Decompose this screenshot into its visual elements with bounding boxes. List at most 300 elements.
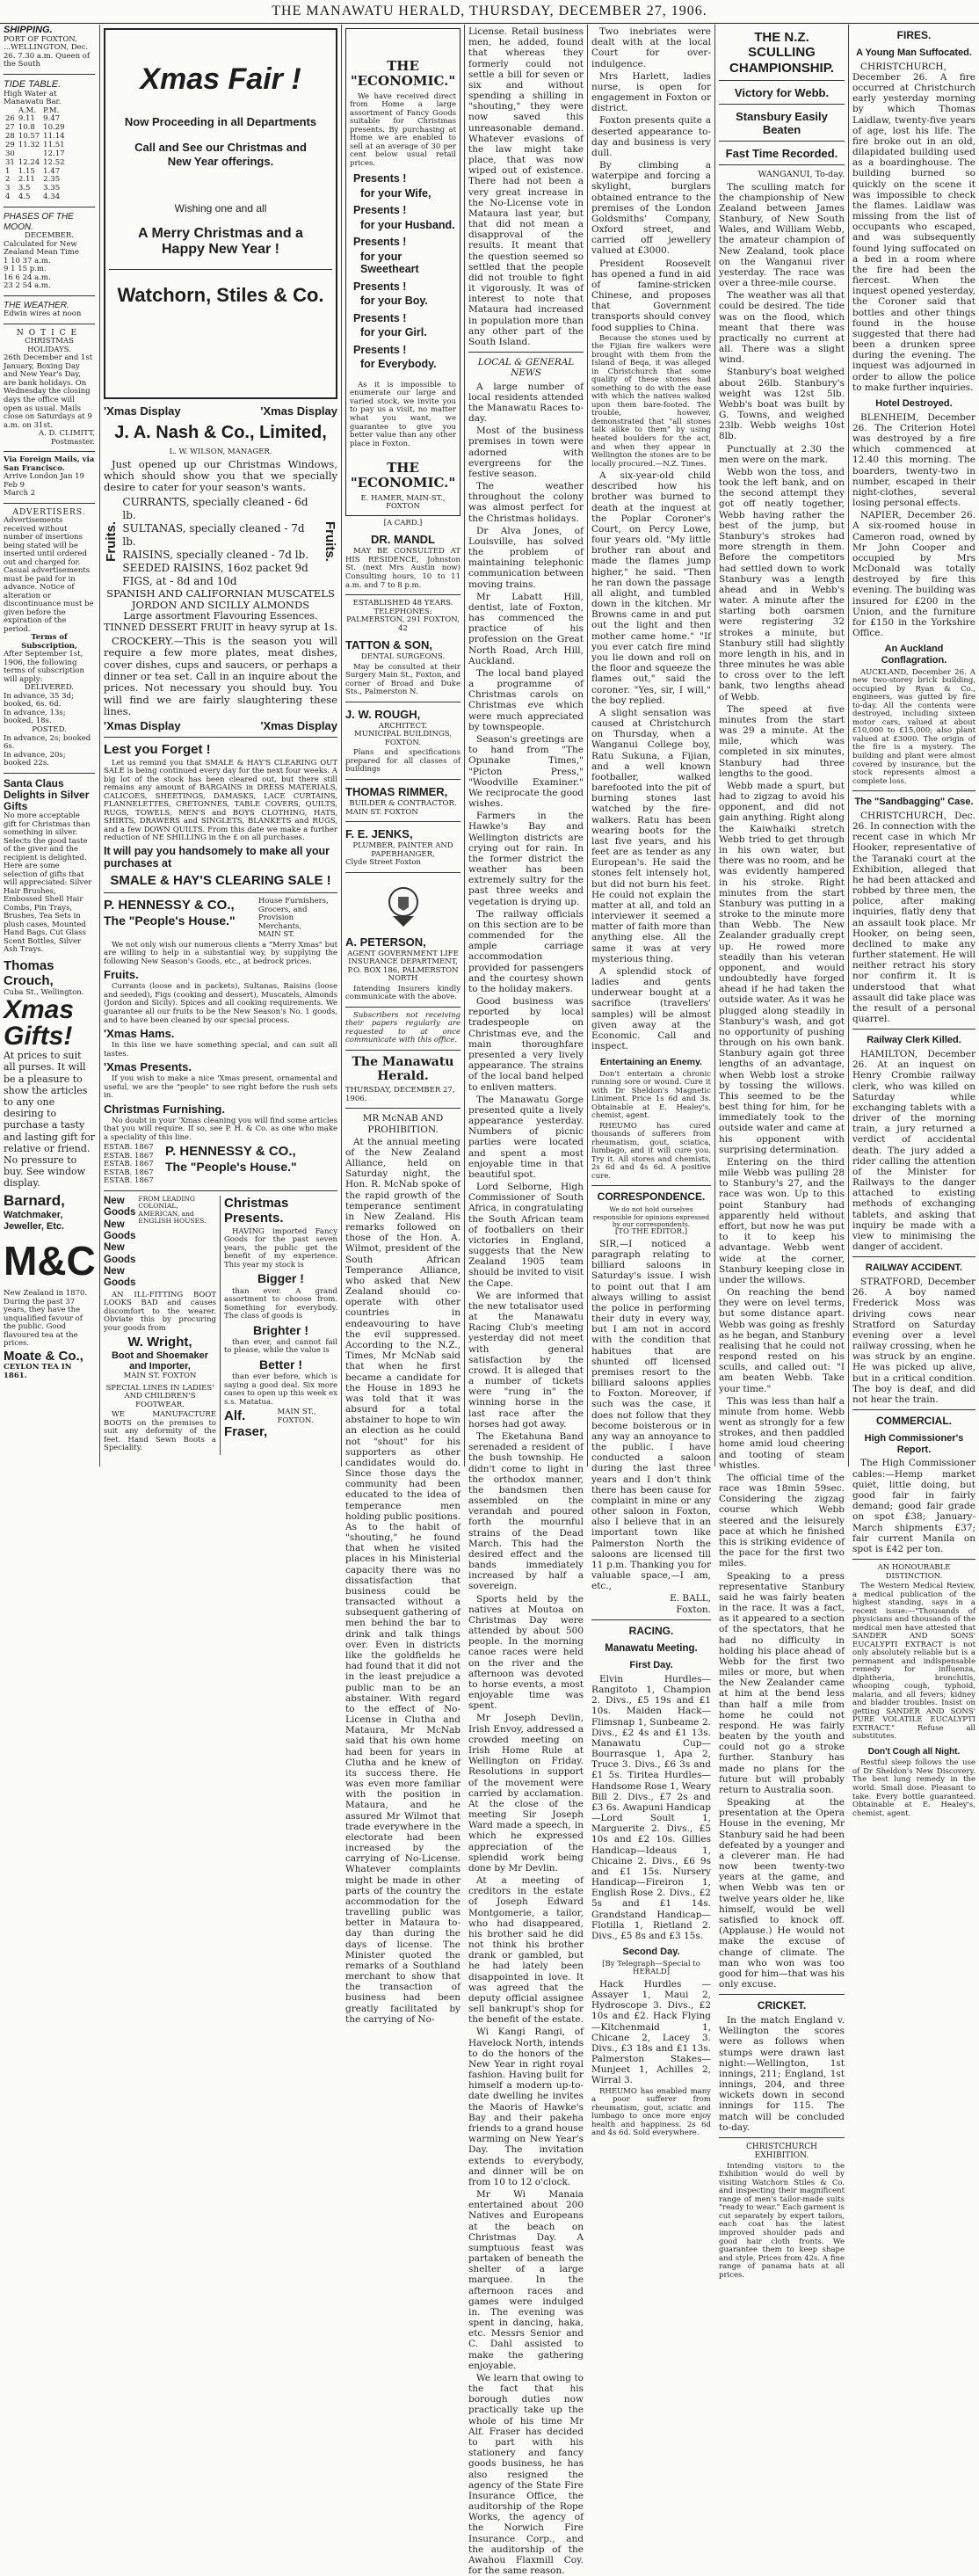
tatton-text: May be consulted at their Surgery Main St., Foxton, and corner of Broad and Duke Sts., Palmerston N.: [345, 664, 460, 697]
sailing-note: ...WELLINGTON, Dec. 26. 7.30 a.m. Queen of the South: [4, 44, 95, 69]
tide-cell: 3: [4, 185, 17, 193]
mcnab-heading: MR McNAB AND PROHIBITION.: [345, 1113, 460, 1134]
estab-line: ESTAB. 1867: [104, 1169, 165, 1178]
divider: [852, 1409, 975, 1410]
flavouring: Large assortment Flavouring Essences.: [104, 611, 337, 622]
fiji-text: Because the stones used by the Fijian fire walkers were brought with them from the Island of Beqa, it was alleged in Christchurch that some quality of these stones had something to do with the ease with which the natives walked upon them bare-footed. The trouble, however, demonstrated that "all stones talk alike to them" by using heated boulders for the act, and when they appear in Wellington the stones are to be locally procured.—N.Z. Times.: [591, 335, 711, 469]
sculling-subheading-3: Fast Time Recorded.: [719, 147, 845, 160]
fruits-side-label: Fruits.: [323, 521, 337, 562]
peterson-text: Intending Insurers kindly communicate with the above.: [345, 986, 460, 1002]
estab-line: ESTAB. 1867: [104, 1177, 165, 1186]
fruit-line: FIGS, at - 8d and 10d: [122, 575, 318, 588]
divider: [104, 737, 337, 738]
sculling-story: [719, 182, 845, 1990]
divider: [719, 104, 845, 105]
hennessy-name-2: P. HENNESSY & CO.,: [165, 1144, 337, 1159]
fruits-heading: Fruits.: [104, 968, 337, 981]
brighter-heading: Brighter !: [224, 1323, 337, 1337]
sculling-paragraph: On reaching the bend they were on level terms, but some distance apart. Webb was going as freshly as he began, and Stanbury realising that he could not respond rested on his sculls, and called out: "I am beaten Webb. Take your time.": [719, 1287, 845, 1394]
tide-row: [4, 193, 67, 202]
mail-row: Feb 9: [4, 482, 95, 491]
local-news-item: Most of the business premises in town were adorned with evergreens for the festive season.: [468, 426, 584, 479]
peterson-subtitle: AGENT GOVERNMENT LIFE INSURANCE DEPARTMENT,: [345, 950, 460, 967]
presents-line: Presents !: [353, 344, 456, 357]
new-goods: [104, 1196, 216, 1290]
fruit-price-list: [104, 496, 337, 588]
presents-text: If you wish to make a nice 'Xmas present, ornamental and useful, we are the "people" to see right before the rush sets in.: [104, 1075, 337, 1101]
tide-cell: 10.57: [17, 133, 41, 142]
moon-note: Calculated for New Zealand Mean Time: [4, 241, 95, 258]
rate-line: In advance, 13s; booked, 18s.: [4, 709, 95, 726]
tide-table: [4, 107, 67, 202]
moon-row: 9 1 15 p.m.: [4, 266, 95, 274]
mandl-name: DR. MANDL: [345, 533, 460, 546]
telegraph-note: [By Telegraph—Special to HERALD]: [591, 1961, 711, 1977]
divider: [852, 1559, 975, 1560]
honour-text: The Western Medical Review, a medical publication of the highest standing, says in a recent issue:—"Thousands of physicians and thousands of the medical men have attested that SANDER AND SONS' EUCALYPTI EXTRACT is not only absolutely reliable but is a permanent and indispensable remedy for influenza, diphtheria, bronchitis, whooping cough, typhoid, malaria, and all fevers; kidney and bladder troubles. Insist on getting SANDER AND SONS' PURE VOLATILE EUCALYPTI EXTRACT." Refuse all substitutes.: [852, 1583, 975, 1742]
notice-heading: NOTICE: [4, 329, 95, 338]
fires-heading: FIRES.: [852, 30, 975, 42]
news-para: By climbing a waterpipe and forcing a skylight, burglars obtained entrance to the premises of the London Goldsmiths' Company, Oxford street, and carried off jewellery valued at £3000.: [591, 160, 711, 257]
local-news-item: Mr Joseph Devlin, Irish Envoy, addressed a crowded meeting on Irish Home Rule at Wellington on Friday. Resolutions in support of the movement were carried by acclamation. At the close of the meeting Sir Joseph Ward made a speech, in which he expressed appreciation of the splendid work being done by Mr Devlin.: [468, 1713, 584, 1874]
display-label-left: 'Xmas Display: [104, 404, 181, 418]
new-goods-line: New Goods: [104, 1242, 135, 1266]
santa-text: No more acceptable gift for Christmas than something in silver. Selects the good taste of the giver and the recipient is delighted. Here are some selection of gifts that will appreciated: Silver Hair Brushes, Embossed Shell Hair Combs, Pin Trays, Brushes, Tea Sets in plush cases, Mounted Hand Bags, Cut Glass Scent Bottles, Silver Ash Trays.: [4, 812, 95, 955]
results-second-day: Hack Hurdles — Assayer 1, Maui 2, Hydroscope 3. Divs., £2 10s and £2. Hack Flying—Kitchenmaid 1, Chicane 2, Lacey 3. Divs., £3 18s and £1 13s. Palmerston Stakes—Munjeet 1, Achilles 2, Wirral 3.: [591, 1979, 711, 2086]
tide-cell: 9.47: [41, 115, 66, 124]
fruit-line: RAISINS, specially cleaned - 7d lb.: [122, 549, 318, 562]
established: ESTABLISHED 48 YEARS.: [345, 600, 460, 608]
rate-line: POSTED.: [4, 726, 95, 735]
divider: [852, 1256, 975, 1257]
letter-text: SIR,—I noticed a paragraph relating to billiard saloons in Saturday's issue. I wish to point out that I am always willing to assist the police in performing their duty in every way, but I am not in accord with the condition that habitues that are shunted off licensed premises resort to the billiard saloons applies to Foxton. Moreover, if such was the case, it does not follow that they become boisterous or in any way an annoyance to the public. I have conducted a saloon during the last three years and I don't think there has been cause for complaint in mine or any other saloon in Foxton, also I believe that in an important town like Palmerston North the saloons are licensed till 11 p.m. Thanking you for valuable space,—I am, etc.,: [591, 1239, 711, 1592]
tide-cell: 12.24: [17, 159, 41, 168]
local-news-item: Season's greetings are to hand from "The Opunake Times," "Picton Press," "Woodville Examiner." We reciprocate the good wishes.: [468, 734, 584, 809]
to-the-editor: [TO THE EDITOR.]: [591, 1228, 711, 1237]
sculling-paragraph: The sculling match for the championship of New Zealand between James Stanbury, of New South Wales, and William Webb, the amateur champion of New Zealand, took place on the Wanganui river yesterday. The race was over a three-mile course.: [719, 182, 845, 289]
tide-cell: 26: [4, 115, 17, 124]
estab-line: ESTAB. 1867: [104, 1153, 165, 1161]
moon-month: DECEMBER.: [4, 232, 95, 241]
local-news-item: The railway officials on this section are to be commended for the ample carriage accommodation provided for passengers and the courtesy shown to the holiday makers.: [468, 909, 584, 994]
railway-accident-heading: RAILWAY ACCIDENT.: [852, 1263, 975, 1274]
local-news-item: Lord Selborne, High Commissioner of South Africa, in congratulating the South African team of footballers on their victories in England, suggests that the New Zealand 1905 team should be invited to visit the Cape.: [468, 1182, 584, 1289]
mcnab-continued: License. Retail business men, he added, found that whereas they formerly could not settle a bill for seven or six and without spending a shilling in "shouting," they were now saved this unreasonable demand. Whatever evasions of the law might take place, that was now wiped out of existence. There had not been a very great increase in the No-License vote in Mataura last year, but that did not mean a disapproval of the results. It meant that the question seemed so settled that the people did not trouble to fight it vigorously. It was of interest to note that Mataura had increased in population more than any other part of the South Island.: [468, 26, 584, 347]
rimmer-subtitle: BUILDER & CONTRACTOR.: [345, 800, 460, 809]
divider: [4, 773, 95, 774]
crouch-address: Cuba St., Wellington.: [4, 989, 95, 998]
peterson-name: A. PETERSON,: [345, 935, 460, 949]
tide-cell: 1.15: [17, 168, 41, 177]
hennessy-intro: We not only wish our numerous clients a "Merry Xmas" but are willing to help in a substantial way, by supplying the following New Season's Goods, etc., at bedrock prices.: [104, 942, 337, 967]
divider: [719, 164, 845, 165]
fraser-name: Alf. Fraser,: [224, 1408, 278, 1439]
tide-col-header: P.M.: [41, 107, 66, 116]
economic-address: E. HAMER, MAIN-ST., FOXTON: [350, 495, 456, 512]
rimmer-name: THOMAS RIMMER,: [345, 785, 460, 798]
divider: [591, 1185, 711, 1186]
sculling-paragraph: This was less than half a minute from home. Webb went as strongly for a few strokes, and then paddled home amid loud cheering and tooting of steam whistles.: [719, 1396, 845, 1471]
new-goods-from: FROM LEADING COLONIAL, AMERICAN, and ENGLISH HOUSES.: [135, 1196, 216, 1290]
rate-line: In advance, 35 3d; booked, 6s. 6d.: [4, 693, 95, 709]
divider: [345, 821, 460, 822]
divider: [4, 295, 95, 296]
hennessy-house: The "People's House.": [104, 913, 236, 928]
peterson-address: P.O. BOX 186, PALMERSTON NORTH: [345, 967, 460, 984]
sculling-dateline: WANGANUI, To-day.: [719, 170, 845, 179]
wright-ad: [104, 1196, 221, 1455]
presents-line: Presents !: [353, 236, 456, 249]
tinned-fruit: TINNED DESSERT FRUIT in heavy syrup at 1s.: [104, 622, 337, 634]
local-news-item: We are informed that the new totalisator used at the Manawatu Racing Club's meeting yesterday did not meet with general satisfaction by the crowd. It is alleged that a number of tickets were "rung in" the winning horse in the last race after the horses had got away.: [468, 1291, 584, 1430]
tide-cell: 1.47: [41, 168, 66, 177]
herald-date: THURSDAY, DECEMBER 27, 1906.: [345, 1087, 460, 1103]
local-news-item: Wi Kangi Rangi, of Havelock North, intends to do the honors of the New Year in right royal fashion. Having built for himself a modern up-to-date dwelling he invites the Maoris of Hawke's Bay and their pakeha friends to a grand house warming on New Year's Day. The invitation extends to everybody, and dinner will be on from 10 to 12 o'clock.: [468, 2027, 584, 2187]
racing-heading: RACING.: [591, 1626, 711, 1638]
advertisers-heading: ADVERTISERS.: [4, 508, 95, 517]
xmas-display-footer: [104, 719, 337, 732]
subscribers-notice: Subscribers not receiving their papers regularly are requested to at once communicate with this office.: [345, 1012, 460, 1045]
tide-cell: 27: [4, 124, 17, 133]
manawatu-meeting-heading: Manawatu Meeting.: [591, 1643, 711, 1655]
tide-cell: 11.32: [17, 142, 41, 150]
fruit-line: SULTANAS, specially cleaned - 7d lb.: [122, 522, 318, 549]
new-goods-line: New Goods: [104, 1266, 135, 1290]
cricket-text: In the match England v. Wellington the scores were as follows when stumps were drawn last night:—Wellington, 1st innings, 211; England, 1st innings, 204, and three wickets down in second innings for 115. The match will be concluded to-day.: [719, 2015, 845, 2133]
news-para: A six-year-old child described how his brother was burned to death at the inquest at the Poplar Coroner's Court, on Percy Lowe, four years old. "My little brother ran about and made the flames jump higher," he said. "Then he ran down the passage all alight, and tumbled down in the kitchen. Mr Browns came in and put out the light and then mother came home." "If you ever catch fire mind you lie down and roll on the floor and squeeze the flames out," said the coroner. "Yes, sir, I will," the boy replied.: [591, 470, 711, 706]
fair-title: Xmas Fair !: [109, 63, 332, 96]
sculling-paragraph: The official time of the race was 18min 59sec. Considering the zigzag course which Webb steered and the leisurely pace at which he finished this is striking evidence of the pace for the first two miles.: [719, 1473, 845, 1569]
divider: [719, 2137, 845, 2138]
estab-line: ESTAB. 1867: [104, 1144, 165, 1153]
high-commissioner-heading: High Commissioner's Report.: [852, 1433, 975, 1456]
fruit-line: CURRANTS, specially cleaned - 6d lb.: [122, 496, 318, 522]
mail-row: March 2: [4, 490, 95, 498]
tide-cell: 10.29: [41, 124, 66, 133]
railway-accident-text: STRATFORD, December 26. A boy named Frederick Moss was driving cows near Stratford on Saturday evening over a level railway crossing, when he was struck by an engine. He was picked up alive, but in a critical condition. The boy is deaf, and did not hear the train.: [852, 1277, 975, 1405]
moon-row: 1 10 37 a.m.: [4, 258, 95, 266]
correspondence-note: We do not hold ourselves responsible for opinions expressed by our correspondents.: [591, 1206, 711, 1228]
sandbag-heading: The "Sandbagging" Case.: [852, 797, 975, 808]
column-4: [464, 25, 587, 1466]
notice-text: 26th December and 1st January, Boxing Day and New Year's Day, are bank holidays. On Wednesday the closing days the office will open as usual. Mails close on Saturdays at 9 a.m. on 31st.: [4, 354, 95, 430]
new-goods-line: New Goods: [104, 1219, 135, 1243]
clerk-text: HAMILTON, December 26. At an inquest on Henry Crombie railway clerk, who was killed on Saturday while exchanging tablets with a driver of the morning train, a jury returned a verdict of accidental death. The jury added a rider calling the attention of the Minister for Railways to the danger attached to existing methods of exchanging tablets, and asking that inquiry be made with a view to minimising the danger of accident.: [852, 1049, 975, 1252]
local-news-item: A large number of local residents attended the Manawatu Races to-day.: [468, 382, 584, 425]
rough-address: MUNICIPAL BUILDINGS, FOXTON.: [345, 731, 460, 747]
wright-address: MAIN ST. FOXTON: [104, 1372, 216, 1381]
divider: [345, 779, 460, 780]
notice-signature: A. D. CLIMITT, Postmaster.: [4, 430, 95, 447]
subscription-heading: Terms of Subscription,: [4, 634, 95, 651]
ill-fitting-text: AN ILL-FITTING BOOT LOOKS BAD and causes discomfort to the wearer. Obviate this by procuring your goods from: [104, 1292, 216, 1334]
port-heading: PORT OF FOXTON.: [4, 36, 95, 45]
fraser-address: MAIN ST., FOXTON.: [278, 1408, 337, 1439]
wright-name: W. Wright,: [104, 1335, 216, 1350]
local-news-item: The Eketahuna Band serenaded a resident of the bush township. He didn't come to light in the orthodox manner, the bandsmen then assembled on the verandah and poured forth the mournful strains of the Dead March. This had the desired effect and the bands immediately increased by half a sovereign.: [468, 1431, 584, 1592]
honour-heading: AN HONOURABLE DISTINCTION.: [852, 1564, 975, 1581]
tide-cell: 30: [4, 150, 17, 159]
sculling-paragraph: Webb won the toss, and took the left bank, and on the second attempt they got off neatly together, Webb having rather the best of the jump, but Stanbury's strokes had more strength in them. Before the competitors had settled down to work Stanbury was a length ahead and in Webb's water. A minute after the starting both oarsmen were registering 32 strokes a minute, but Stanbury still had slightly more length in his, and in three minutes he was able to cross over to the left bank, two lengths ahead of Webb.: [719, 467, 845, 702]
sculling-paragraph: Speaking to a press representative Stanbury said he was fairly beaten in the race. It was a fact, as it appeared to a section of the spectators, that he had no difficulty in holding his place ahead of Webb for the first two miles or more, but when the New Zealander came at him at the bend less than half a mile from home he could not respond. He was fairly beaten by the youth and could not go a stroke further. Stanbury has made no plans for the future but will probably return to Australia soon.: [719, 1571, 845, 1796]
local-news-heading: LOCAL & GENERAL NEWS: [468, 357, 584, 378]
second-day-heading: Second Day.: [591, 1947, 711, 1958]
tide-heading: TIDE TABLE.: [4, 79, 95, 91]
fruit-line: SEEDED RAISINS, 16oz packet 9d: [122, 562, 318, 575]
local-news-item: Farmers in the Hawke's Bay and Wellington districts are crying out for rain. In the former district the weather has been extremely sultry for the past three weeks and vegetation is drying up.: [468, 811, 584, 907]
crockery-text: CROCKERY.—This is the season you will require a few more plates, meat dishes, cover dishes, cups and saucers, or perhaps a dinner or tea set. Call in an inquire about the prices. Not necessary you should buy. You will find we are fairly slaughtering these lines.: [104, 636, 337, 717]
hams-text: In this line we have something special, and can suit all tastes.: [104, 1042, 337, 1059]
fair-firm: Watchorn, Stiles & Co.: [109, 284, 332, 307]
tide-cell: 11.51: [41, 142, 66, 150]
local-news-item: Dr Alva Jones, of Louisville, has solved the problem of maintaining telephonic communication between moving trains.: [468, 526, 584, 590]
moon-heading: PHASES OF THE MOON.: [4, 212, 95, 232]
sculling-paragraph: The speed at five minutes from the start was 29 a minute. At the mile, which was completed in six minutes, Stanbury had three lengths to the good.: [719, 704, 845, 779]
enemy-heading: Entertaining an Enemy.: [591, 1057, 711, 1067]
tide-cell: 9.11: [17, 115, 41, 124]
tide-cell: 10.8: [17, 124, 41, 133]
napier-text: NAPIER, December 26. A six-roomed house in Cameron road, owned by Mr John Cooper and occupied by Mrs McDonald was totally destroyed by fire this evening. The building was insured for £200 in the Union, and the furniture for £150 in the Yorkshire Office.: [852, 510, 975, 638]
gifts-heading: Xmas Gifts!: [4, 997, 95, 1050]
fair-line-2: Call and See our Christmas and New Year offerings.: [121, 141, 320, 167]
sandbag-text: CHRISTCHURCH, Dec. 26. In connection with the recent case in which Mr Hooker, representative of the Taranaki court at the Exhibition, alleged that he had been attacked and robbed by three men, the police, after making inquiries, flatly deny that an assault took place. Mr Hooker, on being seen, declined to make any further statement. He will neither retract his story nor confirm it. It is understood that what assault did take place was the result of a personal quarrel.: [852, 811, 975, 1024]
divider: [104, 892, 337, 893]
furnishing-heading: Christmas Furnishing.: [104, 1102, 337, 1116]
tide-cell: 4.34: [41, 193, 66, 202]
presents-line: Presents !: [353, 312, 456, 325]
fruit-lines: [119, 496, 322, 588]
sculling-subheading-1: Victory for Webb.: [719, 86, 845, 99]
forget-heading: Lest you Forget !: [104, 742, 337, 757]
column-7: [848, 25, 979, 1466]
tatton-name: TATTON & SON,: [345, 638, 460, 651]
divider: [104, 1190, 337, 1191]
tide-cell: 3.35: [41, 185, 66, 193]
presents-line: for your Boy.: [360, 295, 456, 308]
cricket-heading: CRICKET.: [719, 2000, 845, 2012]
local-news-item: At a meeting of creditors in the estate of Joseph Edward Montgomerie, a tailor, who had disappeared, his brother said he did not think his brother drank or gambled, but he had lately been disappointed in love. It was agreed that the deputy official assignee sell bankrupt's shop for the benefit of the estate.: [468, 1875, 584, 2025]
moon-row: 23 2 54 a.m.: [4, 282, 95, 291]
local-news-item: The Manawatu Gorge presented quite a lively appearance yesterday. Numbers of picnic parties were located and spent a most enjoyable time in that beautiful spot.: [468, 1095, 584, 1180]
local-news-item: Mr Labatt Hill, dentist, late of Foxton, has commenced the practice of his profession on the Great North Road, Arch Hill, Auckland.: [468, 592, 584, 666]
local-news-list: [468, 382, 584, 2576]
display-label-right: 'Xmas Display: [260, 719, 337, 732]
fire-1-heading: A Young Man Suffocated.: [852, 47, 975, 59]
tide-subheading: High Water at Manawatu Bar.: [4, 91, 95, 107]
nash-intro: Just opened up our Christmas Windows, which should show you that we specially desire to cater for your season's wants.: [104, 459, 337, 494]
local-news-item: We learn that owing to the fact that his borough duties now practically take up the whole of his time Mr Alf. Fraser has decided to part with his stationery and fancy goods business, he has also resigned the agency of the State Fire Insurance Office, the auditorship of the Rope Works, the agency of the Norwich Fire Insurance Corp., and the auditorship of the Awahou Flaxmill Coy. for the same reason.: [468, 2373, 584, 2576]
sculling-paragraph: Entering on the third mile Webb was pulling 28 to Stanbury's 27, and the race was won. Up to this point Stanbury had apparently held without effort, but now he was put to it to keep his advantage. Webb went wide at the corner, Stanbury keeping close in under the willows.: [719, 1157, 845, 1285]
enemy-text: Don't entertain a chronic running sore or wound. Cure it with Dr Sheldon's Magnetic Liniment. Price 1s 6d and 3s. Obtainable at E. Healey's, chemist, agent.: [591, 1071, 711, 1121]
herald-title: The Manawatu Herald.: [345, 1055, 460, 1083]
mail-row: Arrive London Jan 19: [4, 473, 95, 482]
xp-heading: Christmas Presents.: [224, 1196, 337, 1226]
hennessy-trades: House Furnishers, Grocers, and Provision Merchants,: [258, 898, 337, 931]
economic-note: As it is impossible to enumerate our large and varied stock, we invite you to pay us a visit, no matter what you want, we guarantee to give you better value than any other place in Foxton.: [350, 382, 456, 448]
divider: [4, 503, 95, 504]
economic-title-2: THE "ECONOMIC.": [350, 461, 456, 491]
divider: [719, 80, 845, 81]
furnishing-text: No doubt in your 'Xmas cleaning you will find some articles that you will require. If so, see P. H. & Co. as one who make a speciality of this line.: [104, 1117, 337, 1143]
exhibition-heading: CHRISTCHURCH EXHIBITION.: [719, 2143, 845, 2161]
sculling-paragraph: Punctually at 2.30 the men were on the mark.: [719, 444, 845, 465]
moon-row: 16 6 24 a.m.: [4, 274, 95, 283]
gifts-text: At prices to suit all purses. It will be a pleasure to show the articles to any one desiring to purchase a tasty and lasting gift for relative or friend. No pressure to buy. See window display.: [4, 1050, 95, 1189]
divider: [719, 141, 845, 142]
new-goods-list: [104, 1196, 135, 1290]
divider: [345, 1108, 460, 1109]
fraser-footer: [224, 1408, 337, 1439]
forget-text: Let us remind you that SMALE & HAY'S CLEARING OUT SALE is being continued every day for the next four weeks. A big lot of the stock has been cleared out, but there still remains any amount of BARGAINS in DRESS MATERIALS, CALICOES, SHEETINGS, DAMASKS, LACE CURTAINS, FLANNELETTES, CRETONNES, TABLE COVERS, QUILTS, RUGS, TOWELS, MEN'S and BOYS CLOTHING, HATS, SHIRTS, DRAWERS and SINGLETS, BLANKETS and RUGS, and a few DOWN QUILTS. From this date we make a further reduction of NE SHILLING in the £ on all purchases.: [104, 760, 337, 843]
lower-ads: [104, 1196, 337, 1455]
brighter-text: than ever, and cannot fail to please, while the value is: [224, 1339, 337, 1356]
tide-cell: 31: [4, 159, 17, 168]
better-heading: Better !: [224, 1357, 337, 1372]
xmas-display-header: [104, 404, 337, 418]
fair-merry: A Merry Christmas and a Happy New Year !: [118, 226, 323, 258]
divider: [719, 1994, 845, 1995]
presents-line: for Everybody.: [360, 358, 456, 371]
cough-text: Restful sleep follows the use of Dr Sheldon's New Discovery. The best lung remedy in the world. Small dose. Pleasant to take. Every bottle guaranteed. Obtainable at E. Healey's, chemist, agent.: [852, 1759, 975, 1818]
sculling-paragraph: The weather was all that could be desired. The tide was on the flood, which meant that there was practically no current at all. There was a slight wind.: [719, 290, 845, 365]
column-6: [714, 25, 848, 1466]
tide-col-header: A.M.: [17, 107, 41, 116]
tide-cell: 28: [4, 133, 17, 142]
card-label: [A CARD.]: [345, 520, 460, 528]
notice-subheading: CHRISTMAS HOLIDAYS.: [4, 338, 95, 354]
rough-text: Plans and specifications prepared for all classes of buildings: [345, 749, 460, 775]
fruits-side-label: Fruits.: [104, 521, 119, 562]
better-text: than ever before, which is saying a good deal. Six more cases to open up this week ex s.s. Matatua.: [224, 1373, 337, 1407]
tide-cell: 4: [4, 193, 17, 202]
exhibition-text: Intending visitors to the Exhibition would do well by visiting Watchorn Stiles & Co. and inspecting their magnificent range of men's tailor-made suits "ready to wear." Each garment is cut separately by expert tailors, each coat has the latest improved shoulder pads and good hair cloth fronts. We guarantee them to keep shape and style. Prices from 42s. A fine range of panama hats at all prices.: [719, 2163, 845, 2280]
coat-of-arms-icon: [377, 877, 430, 930]
tide-cell: 2.35: [41, 176, 66, 185]
masthead: THE MANAWATU HERALD, THURSDAY, DECEMBER 27, 1906.: [0, 0, 979, 24]
santa-heading: Santa Claus Delights in Silver Gifts: [4, 778, 95, 813]
first-day-heading: First Day.: [591, 1660, 711, 1671]
shipping-heading: SHIPPING.: [4, 25, 95, 36]
cough-heading: Don't Cough all Night.: [852, 1747, 975, 1757]
rate-line: In advance, 20s; booked 22s.: [4, 752, 95, 768]
hennessy-footer: [104, 1144, 337, 1186]
hennessy-name: P. HENNESSY & CO.,: [104, 898, 236, 913]
hotel-heading: Hotel Destroyed.: [852, 398, 975, 410]
fruits-text: Currants (loose and in packets), Sultanas, Raisins (loose and seeded), Figs (cooking and dessert), Muscatels, Almonds (Jordon and Sicily). Spices and all cooking requirements. We guarantee all our fruits to be the New Season's No. 1 goods, and to have been cleaned by our special process.: [104, 983, 337, 1025]
economic-ad: [345, 28, 460, 516]
muscatels: SPANISH AND CALIFORNIAN MUSCATELS: [104, 588, 337, 600]
tide-cell: 2: [4, 176, 17, 185]
xmas-fair-ad: [104, 28, 337, 399]
tide-cell: 4.5: [17, 193, 41, 202]
estab-line: ESTAB. 1867: [104, 1161, 165, 1169]
divider: [4, 451, 95, 452]
rheumo-text: RHEUMO has cured thousands of sufferers from rheumatism, gout, sciatica, lumbago, and it will cure you. Try it. All stores and chemists, 2s 6d and 4s 6d. A positive cure.: [591, 1123, 711, 1182]
presents-line: Presents !: [353, 172, 456, 186]
auckland-heading: An Auckland Conflagration.: [852, 644, 975, 666]
bigger-heading: Bigger !: [224, 1271, 337, 1285]
forget-sale: SMALE & HAY'S CLEARING SALE !: [104, 873, 337, 888]
forget-pay: It will pay you handsomely to make all your purchases at: [104, 845, 337, 870]
correspondence-heading: CORRESPONDENCE.: [591, 1191, 711, 1204]
divider: [4, 74, 95, 75]
presents-line: for your Husband.: [360, 219, 456, 232]
tide-cell: 1: [4, 168, 17, 177]
tide-cell: 2.11: [17, 176, 41, 185]
tide-cell: 12.52: [41, 159, 66, 168]
jenks-name: F. E. JENKS,: [345, 827, 460, 840]
hotel-text: BLENHEIM, December 26. The Criterion Hotel was destroyed by a fire which commenced at 12.40 this morning. The boarders, twenty-two in number, escaped in their night-clothes, several losing personal effects.: [852, 412, 975, 509]
local-news-item: The local band played a programme of Christmas carols on Christmas eve which were much appreciated by townspeople.: [468, 668, 584, 732]
barnard-name: Barnard,: [4, 1192, 95, 1210]
news-para: Two inebriates were dealt with at the local Court for over-indulgence.: [591, 26, 711, 69]
sculling-paragraph: Webb made a spurt, but had to zigzag to avoid his opponent, and did not gain anything. Right along the Kaiwhaiki stretch Webb tried to get through in his own water, but there was no room, and he was evidently hampered in his stroke. Right minutes from the start Stanbury was putting in a stroke to the minute more than Webb. The New Zealander gradually crept up. He rowed more steadily than his veteran opponent, and would undoubtedly have forged ahead if he had taken the outside water. As it was he plugged along steadily in Stanbury's wash, and got no opportunity of pushing through on his own bank. Stanbury again got three lengths of an advantage, when Webb lost a stroke by tossing the willows. This seemed to be the best thing for him, for he immediately took to the outside water and came at his opponent with surprising determination.: [719, 781, 845, 1155]
divider: [345, 872, 460, 873]
fraser-ad: [221, 1196, 337, 1455]
hennessy-header: [104, 898, 337, 940]
nash-manager: L. W. WILSON, MANAGER.: [104, 448, 337, 457]
special-lines: SPECIAL LINES IN LADIES' AND CHILDREN'S FOOTWEAR.: [104, 1385, 216, 1410]
presents-heading: 'Xmas Presents.: [104, 1060, 337, 1073]
column-2: [99, 25, 341, 1466]
hams-heading: 'Xmas Hams.: [104, 1027, 337, 1040]
fair-wish: Wishing one and all: [109, 203, 332, 215]
ceylon-tea: CEYLON TEA IN 1861.: [4, 1364, 95, 1380]
bigger-text: than ever. A grand assortment to choose from. Something for everybody. The class of goods is: [224, 1288, 337, 1321]
column-5: [587, 25, 714, 1466]
presents-line: for your Girl.: [360, 326, 456, 339]
tide-cell: 12.17: [41, 150, 66, 159]
new-goods-line: New Goods: [104, 1196, 135, 1219]
rate-line: In advance, 2s; booked 6s.: [4, 735, 95, 752]
delivered-heading: DELIVERED.: [4, 684, 95, 693]
local-news-item: Mr Wi Manaia entertained about 200 Natives and Europeans at the beach on Christmas Day. A sumptuous feast was partaken of beneath the shelter of a large marquee. In the afternoon races and games were indulged in. The evening was spent in dancing, haka, etc. Messrs Senior and C. Dahl assisted to make the gathering enjoyable.: [468, 2189, 584, 2371]
local-news-item: The weather throughout the colony was almost perfect for the Christmas holidays.: [468, 481, 584, 524]
high-commissioner-text: The High Commissioner cables:—Hemp market quiet, little doing, but good fair in fairly demand; good fair grade on spot £38; January-March shipments £37; fair current Manila on spot is £42 per ton.: [852, 1458, 975, 1554]
rimmer-address: MAIN ST. FOXTON: [345, 809, 460, 818]
mcnab-text: At the annual meeting of the New Zealand Alliance, held on Saturday night, the Hon. R. McNab spoke of the rapid growth of the temperance sentiment in New Zealand. His remarks followed on those of the Hon. A. Wilmot, president of the South African Temperance Alliance, who asked that New Zealand should co-operate with other countries in endeavouring to have the evil suppressed. According to the N.Z., Times, Mr McNab said that when he first became a candidate for the House in 1893 he was told that it was absurd for a total abstainer to hope to win an election as he could not "shout" for his supporters as other candidates would do. Since those days the community had been educated to the idea of temperance men holding public positions. As to the habit of "shouting," he found that when he visited places in his Ministerial capacity there was no dissatisfaction that business could be transacted without a subsequent gathering of men behind the bar to drink and talk things over. Even in districts like the goldfields he had found that it did not in the least prejudice a public man to be an abstainer. With regard to the effect of No-License in Clutha and Mataura, Mr McNab said that his own home had been for years in Clutha and he knew of its success there. He was even more familiar with the position in Mataura, and he assured Mr Wilmot that trade everywhere in the electorate had been increased by the carrying of No-License. Whatever complaints might be made in other parts of the country the accommodation for the travelling public was better in Mataura to-day than during the days of license. The Minister quoted the remarks of a Southland merchant to show that the transaction of business had been greatly facilitated by the carrying of No-: [345, 1137, 460, 2025]
manufacture-text: WE MANUFACTURE BOOTS on the premises to suit any deformity of the feet. Hand Sewn Boots a Speciality.: [104, 1411, 216, 1453]
sculling-heading: THE N.Z. SCULLING CHAMPIONSHIP.: [719, 30, 845, 76]
sculling-paragraph: Speaking at the presentation at the Opera House in the evening, Mr Stanbury said he had been defeated by a younger and a cleverer man. He had now been twenty-two years at the game, and when Webb was ten or twelve years older he, like himself, would be well satisfied to knock off. (Applause.) He would not make the excuse of change of climate. The man who won was too good for him—that was his only excuse.: [719, 1797, 845, 1990]
tide-cell: 11.14: [41, 133, 66, 142]
economic-title: THE "ECONOMIC.": [350, 59, 456, 90]
commercial-heading: COMMERCIAL.: [852, 1415, 975, 1428]
wright-trade: Boot and Shoemaker and Importer,: [104, 1350, 216, 1373]
news-para: Mrs Harlett, ladies nurse, is open for engagement in Foxton or district.: [591, 71, 711, 114]
xp-text: HAVING imported Fancy Goods for the past seven years, the public get the benefit of my experience. This year my stock is: [224, 1228, 337, 1270]
nash-name: J. A. Nash & Co., Limited,: [104, 423, 337, 443]
tatton-subtitle: DENTAL SURGEONS.: [345, 653, 460, 662]
economic-text: We have received direct from Home a large assortment of Fancy Goods suitable for Christmas presents. By purchasing at Home we are enabled to sell at an average of 30 per cent below usual retail prices.: [350, 93, 456, 169]
rough-name: J. W. ROUGH,: [345, 708, 460, 721]
mandl-text: MAY BE CONSULTED AT HIS RESIDENCE, Johnston St. (next Mrs Austin now) Consulting hours, 10 to 11 a.m. and 7 to 8 p.m.: [345, 548, 460, 590]
presents-line: for your Wife,: [360, 187, 456, 200]
barnard-subtitle: Watchmaker, Jeweller, Etc.: [4, 1210, 95, 1233]
presents-line: Presents !: [353, 204, 456, 217]
hennessy-side: [258, 898, 337, 940]
news-para: President Roosevelt has opened a fund in aid of famine-stricken Chinese, and proposes that Government transports should convey food supplies to China.: [591, 258, 711, 333]
advertisers-text: Advertisements received without number of insertions being stated will be inserted until ordered out and charged for. Casual advertisements must be paid for in advance. Notice of alteration or discontinuance must be given before the expiration of the period.: [4, 517, 95, 634]
crouch-name: Thomas Crouch,: [4, 958, 95, 989]
divider: [345, 594, 460, 595]
presents-line: Presents !: [353, 280, 456, 294]
moate-name: Moate & Co.,: [4, 1349, 95, 1364]
rheumo-text-2: RHEUMO has enabled many a poor sufferer from rheumatism, gout, sciatic and lumbago to once more enjoy health and happiness. 2s 6d and 4s 6d. Sold everywhere.: [591, 2088, 711, 2138]
estab-list: [104, 1144, 165, 1186]
divider: [345, 1007, 460, 1008]
subscription-text: After September 1st, 1906, the following terms of subscription will apply:: [4, 651, 95, 684]
